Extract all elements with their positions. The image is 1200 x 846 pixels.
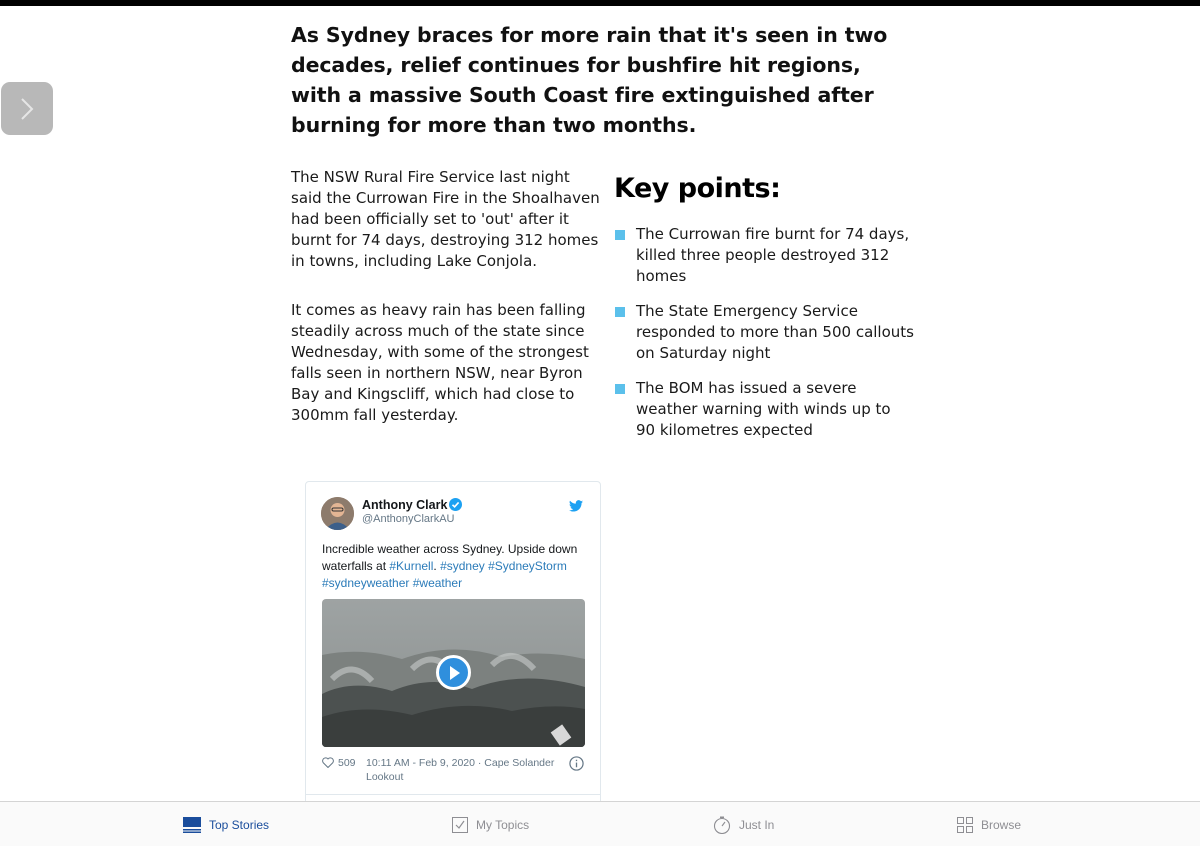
tab-my-topics[interactable]	[452, 802, 529, 846]
bottom-tab-bar	[0, 801, 1200, 846]
article-body	[291, 167, 603, 454]
heart-icon[interactable]	[322, 757, 334, 768]
verified-badge-icon	[449, 498, 462, 511]
avatar[interactable]	[321, 497, 354, 530]
tab-just-in[interactable]	[713, 802, 774, 846]
tweet-text-prefix: Incredible weather across Sydney. Upside down waterfalls at	[322, 542, 578, 573]
my-topics-icon	[452, 817, 468, 833]
tweet-author-handle[interactable]: @AnthonyClarkAU	[362, 513, 455, 525]
key-point	[614, 301, 914, 364]
like-count[interactable]: 509	[338, 757, 356, 769]
article-paragraph: It comes as heavy rain has been falling steadily across much of the state since Wednesday, with some of the strongest falls seen in northern NSW, near Byron Bay and Kingscliff, which had close to 300mm fall yesterday.	[291, 301, 589, 424]
tweet-divider	[306, 794, 600, 795]
key-point	[614, 378, 914, 441]
tab-label: My Topics	[476, 817, 530, 832]
tab-top-stories[interactable]	[183, 802, 269, 846]
hashtag-link[interactable]: #weather	[412, 576, 463, 590]
tweet-timestamp[interactable]: 10:11 AM - Feb 9, 2020 · Cape Solander Lookout	[366, 757, 555, 783]
key-point-text: The State Emergency Service responded to more than 500 callouts on Saturday night	[636, 302, 914, 362]
tab-label: Top Stories	[209, 817, 270, 832]
chevron-right-icon	[19, 96, 35, 122]
play-button[interactable]	[436, 655, 471, 690]
bullet-square-icon	[615, 307, 625, 317]
tweet-video[interactable]	[322, 599, 585, 747]
bullet-square-icon	[615, 384, 625, 394]
just-in-icon	[713, 816, 731, 834]
embedded-tweet[interactable]	[305, 481, 601, 811]
hashtag-link[interactable]: #sydneyweather	[322, 576, 410, 590]
browse-icon	[957, 817, 973, 833]
tab-label: Just In	[739, 817, 775, 832]
key-point-text: The BOM has issued a severe weather warning with winds up to 90 kilometres expected	[636, 379, 891, 439]
bullet-square-icon	[615, 230, 625, 240]
key-points-title: Key points:	[614, 173, 781, 204]
tab-browse[interactable]	[957, 802, 1021, 846]
article-paragraph: The NSW Rural Fire Service last night said the Currowan Fire in the Shoalhaven had been officially set to 'out' after it burnt for 74 days, destroying 312 homes in towns, including Lake Conjola.	[291, 168, 600, 270]
top-bar	[0, 0, 1200, 6]
info-icon[interactable]	[569, 756, 584, 771]
article-headline: As Sydney braces for more rain that it's seen in two decades, relief continues for bushfire hit regions, with a massive South Coast fire extinguished after burning for more than two months.	[291, 23, 888, 137]
avatar-image	[321, 497, 354, 530]
key-points-list	[614, 224, 914, 455]
hashtag-link[interactable]: #Kurnell	[389, 559, 434, 573]
tweet-text: Incredible weather across Sydney. Upside down waterfalls at #Kurnell. #sydney #SydneyStorm #sydneyweather #weather	[322, 542, 578, 590]
tab-label: Browse	[981, 817, 1022, 832]
tweet-author-name[interactable]: Anthony Clark	[362, 498, 448, 512]
twitter-bird-icon[interactable]	[569, 499, 583, 517]
next-article-button[interactable]	[1, 82, 53, 135]
hashtag-link[interactable]: #SydneyStorm	[488, 559, 567, 573]
top-stories-icon	[183, 817, 201, 833]
key-point-text: The Currowan fire burnt for 74 days, killed three people destroyed 312 homes	[636, 225, 910, 285]
hashtag-link[interactable]: #sydney	[440, 559, 485, 573]
play-icon	[447, 665, 461, 681]
key-point	[614, 224, 914, 287]
